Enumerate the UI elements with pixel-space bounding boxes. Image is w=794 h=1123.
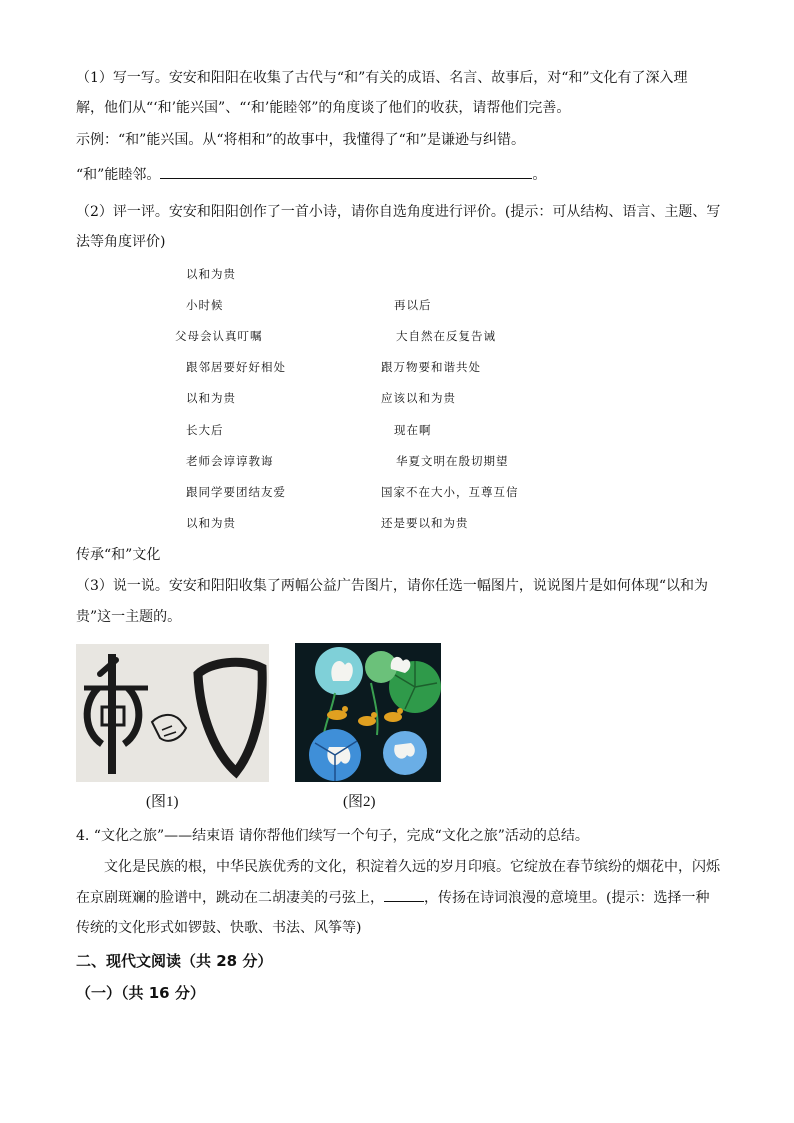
q4-answer-blank[interactable] <box>384 887 424 902</box>
section-2-subtitle: （一）（共 16 分） <box>76 984 205 1002</box>
poem-right-5: 现在啊 <box>394 423 432 437</box>
figure-2 <box>295 643 441 782</box>
poem-right-7: 国家不在大小，互尊互信 <box>381 485 519 499</box>
poem-right-4: 应该以和为贵 <box>381 391 456 405</box>
q1-fill-prefix: “和”能睦邻。 <box>76 167 161 183</box>
figure-2-art <box>295 643 441 782</box>
q1-answer-blank[interactable] <box>160 164 532 179</box>
poem-left-1: 小时候 <box>186 298 224 312</box>
poem-right-6: 华夏文明在殷切期望 <box>396 454 509 468</box>
poem-right-3: 跟万物要和谐共处 <box>381 360 481 374</box>
poem-left-7: 跟同学要团结友爱 <box>186 485 286 499</box>
poem-left-2: 父母会认真叮嘱 <box>175 329 263 343</box>
q4-para2-start: 在京剧斑斓的脸谱中，跳动在二胡凄美的弓弦上， <box>76 890 384 906</box>
q4-title: 4. “文化之旅”——结束语 请你帮他们续写一个句子，完成“文化之旅”活动的总结。 <box>76 828 589 844</box>
poem-title: 以和为贵 <box>186 267 236 281</box>
figure-2-caption: (图2) <box>343 794 376 810</box>
poem-left-5: 长大后 <box>186 423 224 437</box>
poem-left-8: 以和为贵 <box>186 516 236 530</box>
section-2-title: 二、现代文阅读（共 28 分） <box>76 952 273 970</box>
poem-right-2: 大自然在反复告诫 <box>396 329 496 343</box>
figure-1-art <box>76 644 269 782</box>
q1-fill-suffix: 。 <box>532 167 547 183</box>
q3-line2: 贵”这一主题的。 <box>76 609 182 625</box>
q1-line1: （1）写一写。安安和阳阳在收集了古代与“和”有关的成语、名言、故事后，对“和”文化有了深入理 <box>76 70 688 86</box>
figure-1 <box>76 644 269 782</box>
q4-para2-end: ，传扬在诗词浪漫的意境里。(提示：选择一种 <box>424 890 710 906</box>
q2-line2: 法等角度评价) <box>76 234 166 250</box>
poem-right-1: 再以后 <box>394 298 432 312</box>
q1-line2: 解，他们从“‘和’能兴国”、“‘和’能睦邻”的角度谈了他们的收获，请帮他们完善。 <box>76 100 571 116</box>
poem-right-8: 还是要以和为贵 <box>381 516 469 530</box>
q4-para-line2 <box>76 887 709 908</box>
q4-para-line3: 传统的文化形式如锣鼓、快歌、书法、风筝等) <box>76 920 362 936</box>
q1-fill-line <box>76 164 546 185</box>
poem-ending: 传承“和”文化 <box>76 547 161 563</box>
q4-para-line1: 文化是民族的根，中华民族优秀的文化，积淀着久远的岁月印痕。它绽放在春节缤纷的烟花中，闪烁 <box>104 859 720 875</box>
figure-1-caption: (图1) <box>146 794 179 810</box>
q2-line1: （2）评一评。安安和阳阳创作了一首小诗，请你自选角度进行评价。(提示：可从结构、语言、主题、写 <box>76 204 721 220</box>
q3-line1: （3）说一说。安安和阳阳收集了两幅公益广告图片，请你任选一幅图片，说说图片是如何体现“以和为 <box>76 578 709 594</box>
poem-left-6: 老师会谆谆教诲 <box>186 454 274 468</box>
poem-left-3: 跟邻居要好好相处 <box>186 360 286 374</box>
q1-example: 示例：“和”能兴国。从“将相和”的故事中，我懂得了“和”是谦逊与纠错。 <box>76 132 525 148</box>
poem-left-4: 以和为贵 <box>186 391 236 405</box>
